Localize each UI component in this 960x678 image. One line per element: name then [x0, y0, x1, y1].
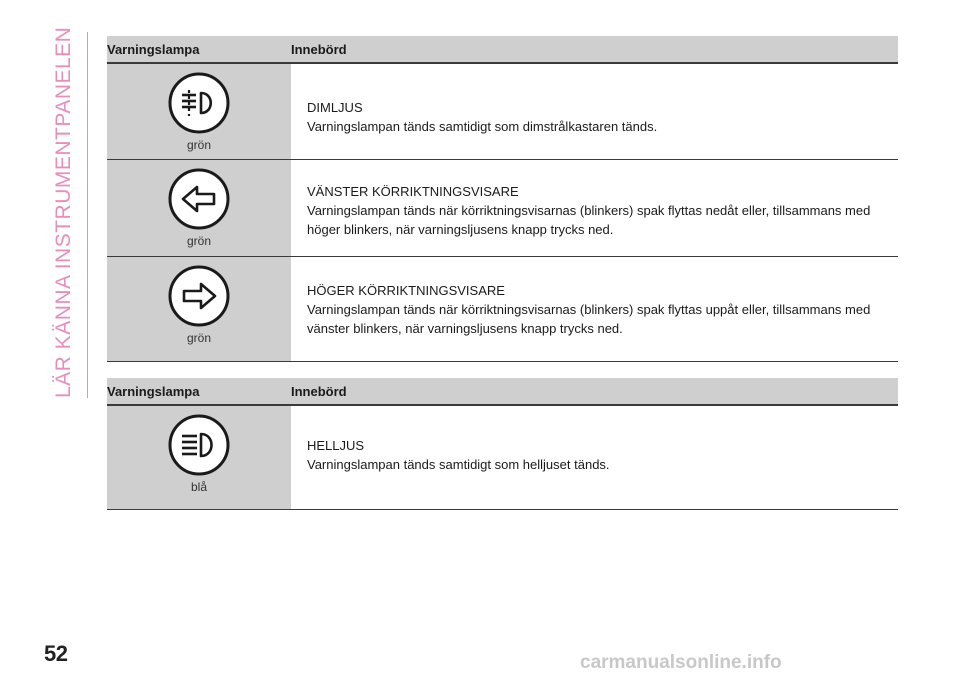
row-title: HELLJUS [307, 438, 365, 453]
watermark: carmanualsonline.info [580, 652, 782, 673]
header-warning-light: Varningslampa [107, 41, 200, 57]
color-label: grön [186, 234, 212, 248]
section-rule [87, 32, 88, 398]
color-label: grön [186, 331, 212, 345]
table-row [107, 64, 898, 160]
fog-light-icon [168, 72, 230, 134]
row-text: Varningslampan tänds när körriktningsvisarnas (blinkers) spak flyttas nedåt eller, tillsammans med höger blinkers, när varningsljusens knapp trycks ned. [307, 203, 871, 237]
row-text: Varningslampan tänds samtidigt som dimstrålkastaren tänds. [307, 119, 658, 134]
row-text: Varningslampan tänds när körriktningsvisarnas (blinkers) spak flyttas uppåt eller, tillsammans med vänster blinkers, när varningsljusens knapp trycks ned. [307, 302, 871, 336]
meaning-cell [291, 406, 898, 509]
header-warning-light: Varningslampa [107, 383, 200, 399]
table-header [107, 378, 898, 406]
left-arrow-icon [168, 168, 230, 230]
header-meaning: Innebörd [291, 41, 347, 57]
right-arrow-icon [168, 265, 230, 327]
table-header [107, 36, 898, 64]
row-title: HÖGER KÖRRIKTNINGSVISARE [307, 283, 505, 298]
icon-cell [107, 160, 291, 256]
icon-cell [107, 64, 291, 159]
header-meaning: Innebörd [291, 383, 347, 399]
page-number: 52 [44, 641, 68, 666]
icon-cell [107, 406, 291, 509]
row-text: Varningslampan tänds samtidigt som helljuset tänds. [307, 457, 610, 472]
table-row [107, 160, 898, 257]
color-label: blå [190, 480, 207, 494]
meaning-cell [291, 160, 898, 256]
row-title: DIMLJUS [307, 100, 363, 115]
table-row [107, 406, 898, 510]
warning-lights-table-2 [107, 378, 898, 510]
row-title: VÄNSTER KÖRRIKTNINGSVISARE [307, 184, 519, 199]
icon-cell [107, 257, 291, 361]
warning-lights-table-1 [107, 36, 898, 362]
section-title: LÄR KÄNNA INSTRUMENTPANELEN [52, 26, 75, 398]
high-beam-icon [168, 414, 230, 476]
color-label: grön [186, 138, 212, 152]
meaning-cell [291, 64, 898, 159]
table-row [107, 257, 898, 362]
meaning-cell [291, 257, 898, 361]
